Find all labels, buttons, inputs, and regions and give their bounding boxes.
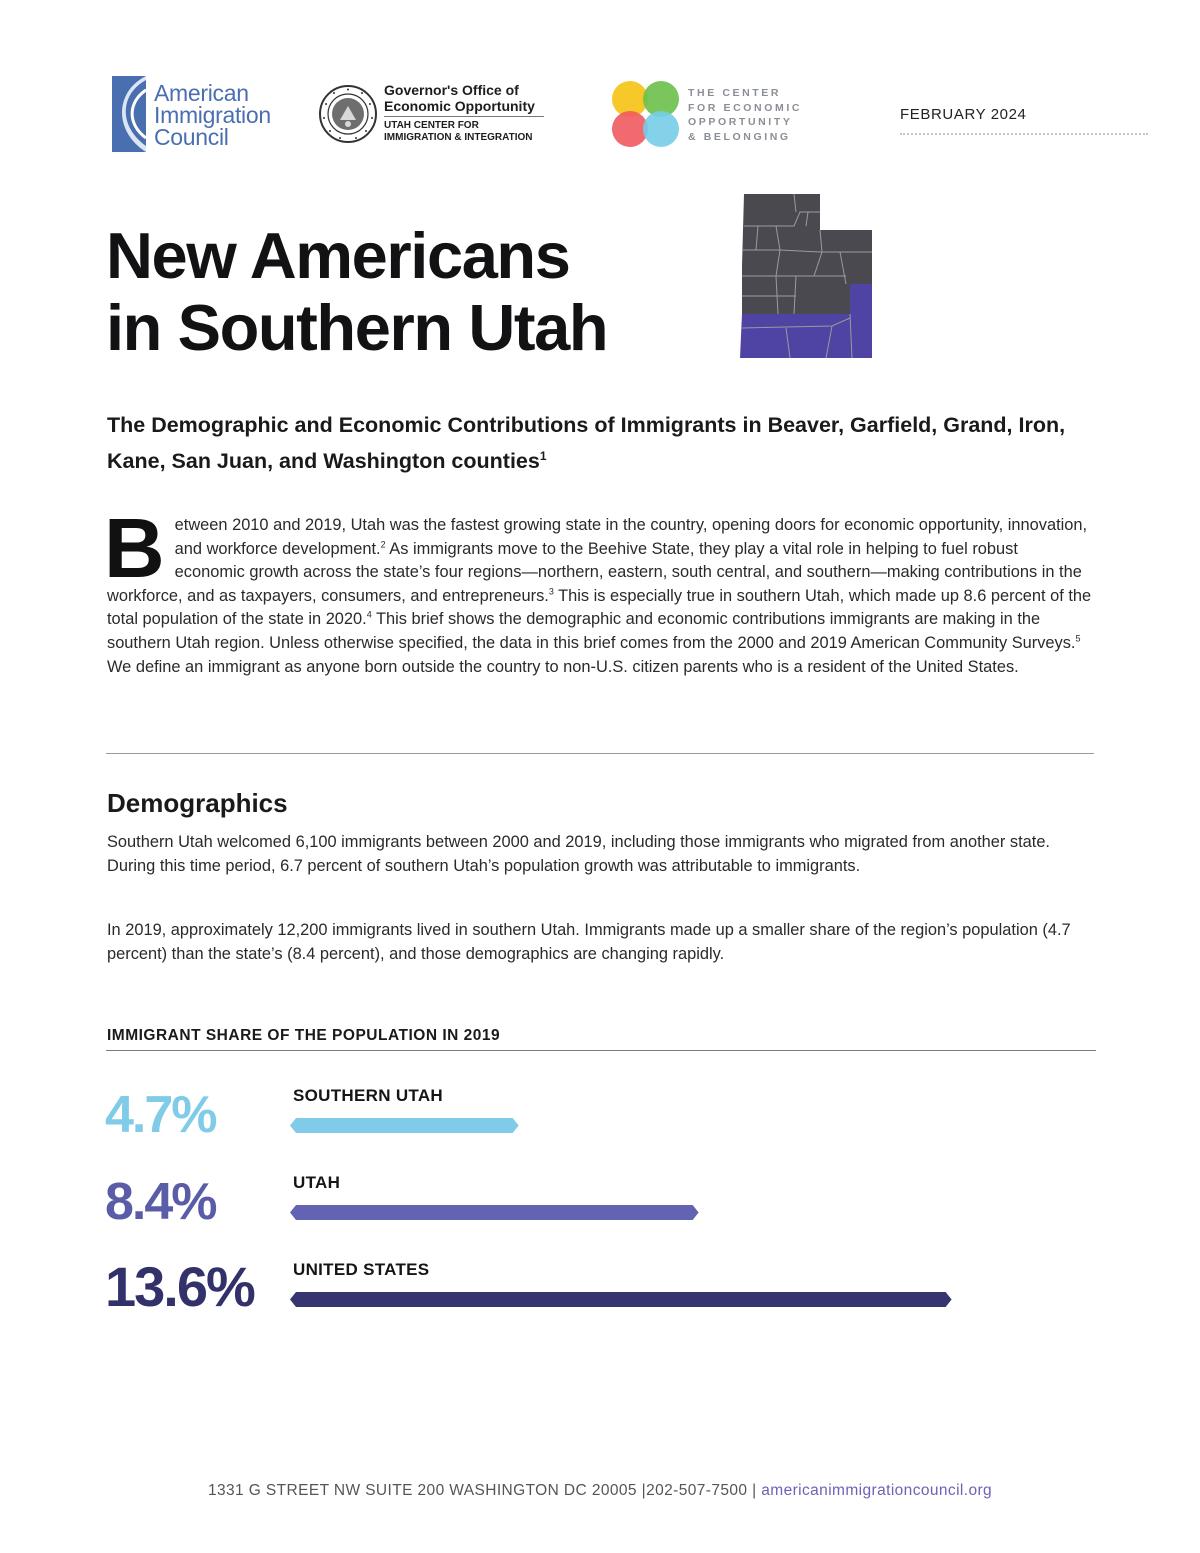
page-title <box>106 220 726 364</box>
footnote-ref-2[interactable]: 2 <box>380 539 386 550</box>
chart-title: IMMIGRANT SHARE OF THE POPULATION IN 2019 <box>107 1027 501 1044</box>
footnote-ref-4[interactable]: 4 <box>366 609 372 620</box>
intro-text-2: As immigrants move to the Beehive State, they play a vital role in helping to fuel robust economic growth across the state’s four regions—northern, eastern, south central, and southern—making contributions in the workforce, and as taxpayers, consumers, and entrepreneurs. <box>107 539 1082 605</box>
governors-office-logo <box>318 82 554 148</box>
bar-value-label: 13.6% <box>105 1255 254 1318</box>
bar <box>290 1292 952 1307</box>
demographics-heading: Demographics <box>107 788 288 818</box>
ceob-line-2: FOR ECONOMIC <box>688 101 803 114</box>
bar-category-label: UNITED STATES <box>293 1260 430 1279</box>
ceob-line-3: OPPORTUNITY <box>688 116 793 128</box>
utah-county-map <box>736 192 876 360</box>
gov-logo-line-1: Governor's Office of <box>384 82 519 98</box>
ceob-line-4: & BELONGING <box>688 130 791 143</box>
footer-website-link[interactable]: americanimmigrationcouncil.org <box>761 1482 993 1499</box>
bar-value-label: 4.7% <box>105 1086 216 1144</box>
footer-address: 1331 G STREET NW SUITE 200 WASHINGTON DC 20005 <box>207 1482 637 1499</box>
gov-logo-line-3: UTAH CENTER FOR <box>384 120 479 131</box>
footer-separator-1: | <box>636 1482 647 1499</box>
bar-category-label: SOUTHERN UTAH <box>293 1086 443 1105</box>
american-immigration-council-logo <box>112 76 272 154</box>
aic-swoosh-icon <box>112 76 146 152</box>
footer-separator-2: | <box>747 1482 762 1499</box>
demographics-paragraph-2: In 2019, approximately 12,200 immigrants lived in southern Utah. Immigrants made up a smaller share of the region’s population (4.7 percent) than the state’s (8.4 percent), and those demographics are changing rapidly. <box>107 921 1071 963</box>
chart-title-rule <box>106 1050 1096 1051</box>
publication-date: FEBRUARY 2024 <box>900 106 1148 135</box>
bar-category-label: UTAH <box>293 1173 341 1192</box>
drop-cap: B <box>104 501 165 595</box>
immigrant-share-bar-chart <box>100 1070 1100 1330</box>
intro-text-5: We define an immigrant as anyone born outside the country to non-U.S. citizen parents who is a resident of the United States. <box>107 657 1019 676</box>
footnote-ref-5[interactable]: 5 <box>1075 633 1081 644</box>
bar <box>290 1205 699 1220</box>
intro-paragraph <box>104 501 1092 679</box>
title-line-2: in Southern Utah <box>106 291 608 364</box>
intro-text-4: This brief shows the demographic and economic contributions immigrants are making in the southern Utah region. Unless otherwise specified, the data in this brief comes from the 2000 and 2019 American Community Surveys. <box>107 610 1076 652</box>
bar <box>290 1118 519 1133</box>
footer <box>0 1482 1200 1500</box>
subtitle <box>107 410 1097 477</box>
aic-line-3: Council <box>154 124 229 150</box>
footnote-ref-1[interactable]: 1 <box>539 449 547 463</box>
footnote-ref-3[interactable]: 3 <box>548 586 554 597</box>
aic-line-2: Immigration <box>154 102 271 128</box>
section-divider <box>106 753 1094 754</box>
utah-state-seal-icon <box>318 84 378 144</box>
gov-logo-divider <box>384 116 544 117</box>
title-line-1: New Americans <box>106 219 570 292</box>
ceob-circles-icon <box>610 80 682 150</box>
intro-text-1: etween 2010 and 2019, Utah was the fastest growing state in the country, opening doors for economic opportunity, innovation, and workforce development. <box>174 516 1088 558</box>
demographics-paragraph-1: Southern Utah welcomed 6,100 immigrants between 2000 and 2019, including those immigrants who migrated from another state. During this time period, 6.7 percent of southern Utah’s population growth was attributable to immigrants. <box>107 833 1050 875</box>
gov-logo-line-2: Economic Opportunity <box>384 98 535 114</box>
footer-phone[interactable]: 202-507-7500 <box>646 1482 748 1499</box>
aic-line-1: American <box>154 80 249 106</box>
ceob-line-1: THE CENTER <box>688 87 782 99</box>
bar-value-label: 8.4% <box>105 1173 216 1231</box>
intro-text-3: This is especially true in southern Utah, which made up 8.6 percent of the total population of the state in 2020. <box>107 586 1092 629</box>
center-economic-opportunity-logo <box>610 80 820 150</box>
subtitle-text: The Demographic and Economic Contributions of Immigrants in Beaver, Garfield, Grand, Iron, Kane, San Juan, and Washington counties <box>107 413 1066 474</box>
gov-logo-line-4: IMMIGRATION & INTEGRATION <box>384 132 533 143</box>
